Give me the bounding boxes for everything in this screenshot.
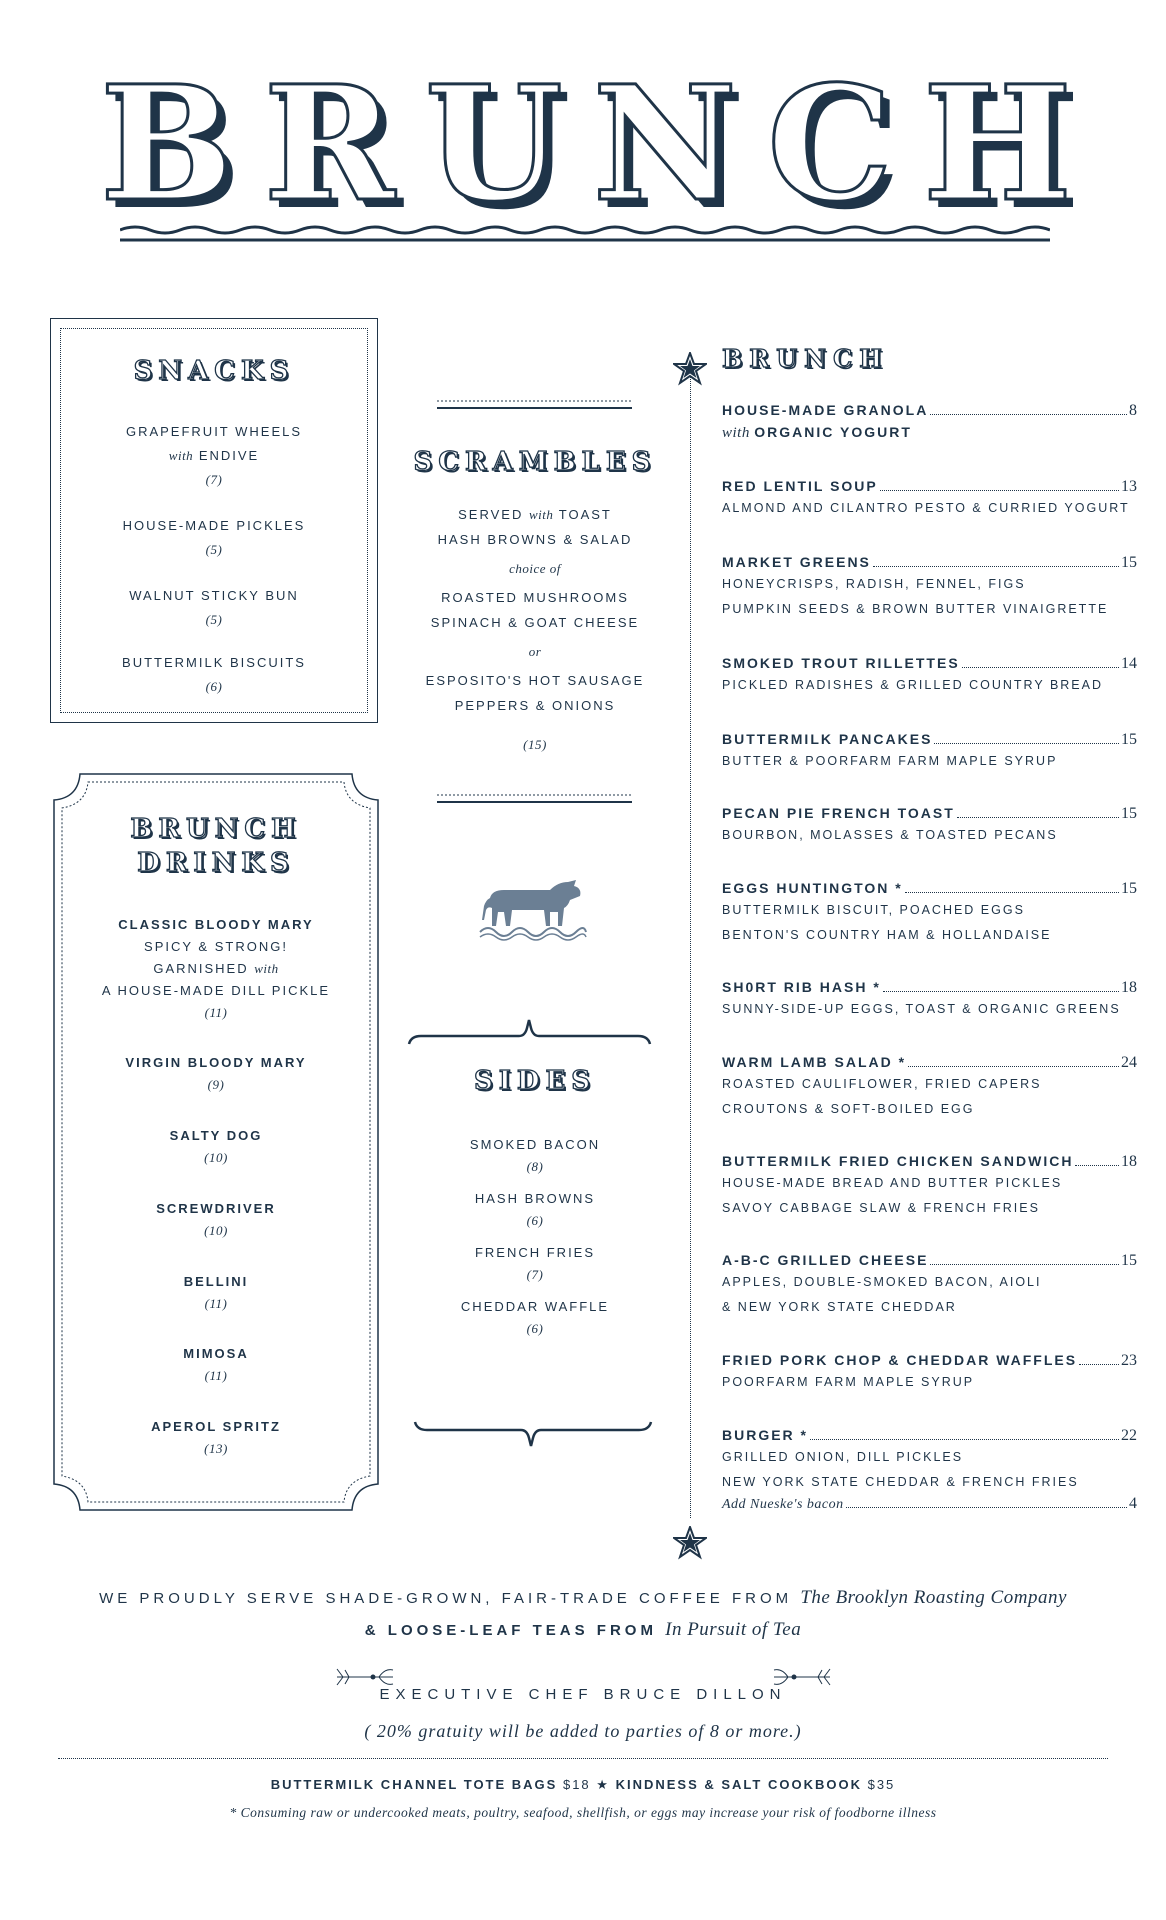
item-name: A-B-C GRILLED CHEESE — [722, 1252, 929, 1268]
scrambles-option-1b: SPINACH & GOAT CHEESE — [430, 615, 640, 630]
dot-leader — [810, 1439, 1119, 1440]
menu-item — [722, 880, 1137, 948]
item-desc: SUNNY-SIDE-UP EGGS, TOAST & ORGANIC GREENS — [722, 1002, 1121, 1016]
with-word: with — [722, 425, 750, 441]
item-desc: BOURBON, MOLASSES & TOASTED PECANS — [722, 828, 1058, 842]
drink-name: SALTY DOG — [169, 1128, 263, 1143]
dot-leader — [880, 490, 1119, 491]
item-price: 14 — [1121, 655, 1137, 672]
menu-item — [722, 731, 1137, 774]
scrambles-served-item: TOAST — [558, 507, 612, 522]
dot-leader — [873, 566, 1119, 567]
side-name: SMOKED BACON — [469, 1137, 601, 1152]
dot-leader — [930, 414, 1127, 415]
side-name: CHEDDAR WAFFLE — [460, 1299, 610, 1314]
with-word: with — [254, 961, 279, 976]
snack-item — [60, 420, 368, 492]
item-name: SH0RT RIB HASH * — [722, 979, 881, 995]
scrambles-served-line2: HASH BROWNS & SALAD — [437, 532, 633, 547]
drink-price: (11) — [204, 1005, 228, 1020]
snack-price: (6) — [205, 679, 223, 694]
item-price: 8 — [1129, 402, 1137, 419]
item-price: 13 — [1121, 478, 1137, 495]
star-icon — [673, 352, 707, 386]
drink-name: MIMOSA — [183, 1346, 249, 1361]
drink-item — [55, 1052, 377, 1096]
title-wave-divider — [120, 224, 1050, 246]
item-desc: HOUSE-MADE BREAD AND BUTTER PICKLES — [722, 1176, 1063, 1190]
snack-item — [60, 584, 368, 632]
dot-leader — [846, 1507, 1127, 1508]
snack-price: (5) — [205, 542, 223, 557]
scrambles-option-1: ROASTED MUSHROOMS — [441, 590, 629, 605]
item-price: 18 — [1121, 979, 1137, 996]
side-price: (6) — [526, 1321, 544, 1336]
dot-leader — [934, 743, 1119, 744]
item-name: EGGS HUNTINGTON * — [722, 880, 903, 896]
item-desc: BUTTER & POORFARM FARM MAPLE SYRUP — [722, 754, 1058, 768]
dot-leader — [905, 892, 1119, 893]
item-name: RED LENTIL SOUP — [722, 478, 878, 494]
item-desc: PICKLED RADISHES & GRILLED COUNTRY BREAD — [722, 678, 1104, 692]
menu-item — [722, 805, 1137, 848]
item-desc: APPLES, DOUBLE-SMOKED BACON, AIOLI — [722, 1275, 1042, 1289]
merch-line — [0, 1772, 1166, 1798]
with-word: with — [168, 448, 194, 463]
drink-price: (9) — [207, 1077, 225, 1092]
cow-icon — [478, 876, 588, 942]
item-price: 15 — [1121, 731, 1137, 748]
snack-item — [60, 651, 368, 699]
item-desc: CROUTONS & SOFT-BOILED EGG — [722, 1102, 975, 1116]
star-icon — [673, 1526, 707, 1560]
sides-top-bracket — [407, 1018, 652, 1048]
drinks-heading — [55, 812, 377, 880]
item-desc: BUTTERMILK BISCUIT, POACHED EGGS — [722, 903, 1025, 917]
item-desc: BENTON'S COUNTRY HAM & HOLLANDAISE — [722, 928, 1052, 942]
item-name: WARM LAMB SALAD * — [722, 1054, 907, 1070]
item-desc: HONEYCRISPS, RADISH, FENNEL, FIGS — [722, 577, 1026, 591]
drink-line: SPICY & STRONG! — [144, 939, 288, 954]
scrambles-details — [405, 502, 665, 757]
drinks-heading-line2: DRINKS — [137, 848, 295, 878]
menu-item — [722, 478, 1137, 521]
scrambles-bottom-rule — [437, 792, 632, 806]
item-name: BURGER * — [722, 1427, 809, 1443]
drink-item — [55, 1198, 377, 1242]
snack-price: (7) — [205, 472, 223, 487]
item-desc: NEW YORK STATE CHEDDAR & FRENCH FRIES — [722, 1475, 1079, 1489]
item-desc: ALMOND AND CILANTRO PESTO & CURRIED YOGURT — [722, 501, 1130, 515]
scrambles-or: or — [528, 644, 542, 659]
drink-price: (13) — [204, 1441, 228, 1456]
scrambles-price: (15) — [523, 737, 547, 752]
sides-heading: SIDES — [473, 1066, 597, 1096]
item-name: FRIED PORK CHOP & CHEDDAR WAFFLES — [722, 1352, 1078, 1368]
sides-bottom-bracket — [413, 1420, 653, 1448]
scrambles-option-2b: PEPPERS & ONIONS — [454, 698, 616, 713]
drink-price: (11) — [204, 1296, 228, 1311]
item-name: HOUSE-MADE GRANOLA — [722, 402, 929, 418]
tea-line — [0, 1614, 1166, 1647]
drink-name: SCREWDRIVER — [156, 1201, 276, 1216]
merch-item-tote: BUTTERMILK CHANNEL TOTE BAGS — [270, 1777, 558, 1792]
footer-divider — [58, 1758, 1108, 1759]
snack-name: BUTTERMILK BISCUITS — [122, 655, 306, 670]
drink-item — [55, 1343, 377, 1387]
foodborne-disclaimer: * Consuming raw or undercooked meats, poultry, seafood, shellfish, or eggs may increase your risk of foodborne illness — [229, 1805, 937, 1820]
scrambles-choice-of: choice of — [509, 561, 561, 576]
drinks-heading-line1: BRUNCH — [130, 814, 302, 844]
item-price: 15 — [1121, 1252, 1137, 1269]
menu-item — [722, 1054, 1137, 1122]
drink-name: APEROL SPRITZ — [151, 1419, 281, 1434]
item-price: 24 — [1121, 1054, 1137, 1071]
tea-text: & LOOSE-LEAF TEAS FROM — [364, 1622, 657, 1639]
snacks-heading: SNACKS — [133, 356, 295, 386]
menu-item — [722, 979, 1137, 1022]
item-desc: SAVOY CABBAGE SLAW & FRENCH FRIES — [722, 1201, 1040, 1215]
snack-name: WALNUT STICKY BUN — [129, 588, 299, 603]
drink-price: (11) — [204, 1368, 228, 1383]
coffee-brand: The Brooklyn Roasting Company — [800, 1587, 1067, 1608]
menu-item — [722, 655, 1137, 698]
item-price: 15 — [1121, 880, 1137, 897]
item-name: BUTTERMILK FRIED CHICKEN SANDWICH — [722, 1153, 1074, 1169]
gratuity-note: ( 20% gratuity will be added to parties of 8 or more.) — [364, 1721, 802, 1741]
menu-item — [722, 1427, 1137, 1513]
side-price: (6) — [526, 1213, 544, 1228]
addon-label: Add Nueske's bacon — [722, 1497, 844, 1512]
drink-item — [55, 1271, 377, 1315]
menu-item — [722, 1153, 1137, 1221]
side-name: FRENCH FRIES — [474, 1245, 596, 1260]
dot-leader — [1079, 1364, 1119, 1365]
menu-item — [722, 1252, 1137, 1320]
drink-name: CLASSIC BLOODY MARY — [118, 917, 314, 932]
item-name: PECAN PIE FRENCH TOAST — [722, 805, 955, 821]
item-price: 18 — [1121, 1153, 1137, 1170]
item-desc: GRILLED ONION, DILL PICKLES — [722, 1450, 964, 1464]
merch-item-cookbook: KINDNESS & SALT COOKBOOK — [615, 1777, 862, 1792]
side-price: (8) — [526, 1159, 544, 1174]
snack-item — [60, 514, 368, 562]
merch-price-cookbook: $35 — [867, 1777, 896, 1792]
item-desc: & NEW YORK STATE CHEDDAR — [722, 1300, 957, 1314]
item-desc: PUMPKIN SEEDS & BROWN BUTTER VINAIGRETTE — [722, 602, 1109, 616]
sprig-icon — [772, 1664, 832, 1690]
item-price: 15 — [1121, 554, 1137, 571]
menu-item — [722, 554, 1137, 622]
item-name: SMOKED TROUT RILLETTES — [722, 655, 960, 671]
drink-price: (10) — [204, 1223, 228, 1238]
addon-price: 4 — [1129, 1495, 1137, 1512]
dot-leader — [930, 1264, 1119, 1265]
scrambles-option-2: ESPOSITO'S HOT SAUSAGE — [425, 673, 645, 688]
drink-item — [55, 1125, 377, 1169]
drink-line: A HOUSE-MADE DILL PICKLE — [101, 983, 331, 998]
drink-item — [55, 1416, 377, 1460]
sides-list — [405, 1134, 665, 1340]
drink-name: VIRGIN BLOODY MARY — [125, 1055, 307, 1070]
item-price: 15 — [1121, 805, 1137, 822]
item-price: 22 — [1121, 1427, 1137, 1444]
dot-leader — [962, 667, 1119, 668]
item-name: MARKET GREENS — [722, 554, 871, 570]
dot-leader — [957, 817, 1119, 818]
drink-name: BELLINI — [183, 1274, 249, 1289]
side-name: HASH BROWNS — [474, 1191, 596, 1206]
menu-item — [722, 1352, 1137, 1395]
executive-chef: EXECUTIVE CHEF BRUCE DILLON — [379, 1686, 787, 1703]
page-title: BRUNCH — [100, 52, 1103, 237]
with-word: with — [528, 507, 554, 522]
column-divider — [690, 368, 691, 1518]
snack-with-item: ENDIVE — [198, 448, 260, 463]
coffee-text: WE PROUDLY SERVE SHADE-GROWN, FAIR-TRADE COFFEE FROM — [99, 1590, 793, 1607]
drink-price: (10) — [204, 1150, 228, 1165]
scrambles-heading: SCRAMBLES — [413, 447, 657, 477]
dot-leader — [908, 1066, 1119, 1067]
brunch-heading: BRUNCH — [722, 344, 889, 373]
menu-item — [722, 402, 1137, 445]
dot-leader — [883, 991, 1119, 992]
snack-name: HOUSE-MADE PICKLES — [122, 518, 306, 533]
merch-price-tote: $18 — [562, 1777, 591, 1792]
coffee-line — [0, 1582, 1166, 1615]
drink-item — [55, 914, 377, 1024]
dot-leader — [1075, 1165, 1119, 1166]
drink-line: GARNISHED — [153, 961, 249, 976]
item-desc: POORFARM FARM MAPLE SYRUP — [722, 1375, 975, 1389]
snack-price: (5) — [205, 612, 223, 627]
side-price: (7) — [526, 1267, 544, 1282]
tea-brand: In Pursuit of Tea — [665, 1619, 802, 1640]
item-price: 23 — [1121, 1352, 1137, 1369]
merch-separator-star: ★ — [596, 1777, 610, 1792]
scrambles-top-rule — [437, 398, 632, 412]
item-desc: ROASTED CAULIFLOWER, FRIED CAPERS — [722, 1077, 1042, 1091]
scrambles-served: SERVED — [458, 507, 524, 522]
item-with: ORGANIC YOGURT — [754, 424, 912, 440]
snack-name: GRAPEFRUIT WHEELS — [125, 424, 303, 439]
item-name: BUTTERMILK PANCAKES — [722, 731, 933, 747]
